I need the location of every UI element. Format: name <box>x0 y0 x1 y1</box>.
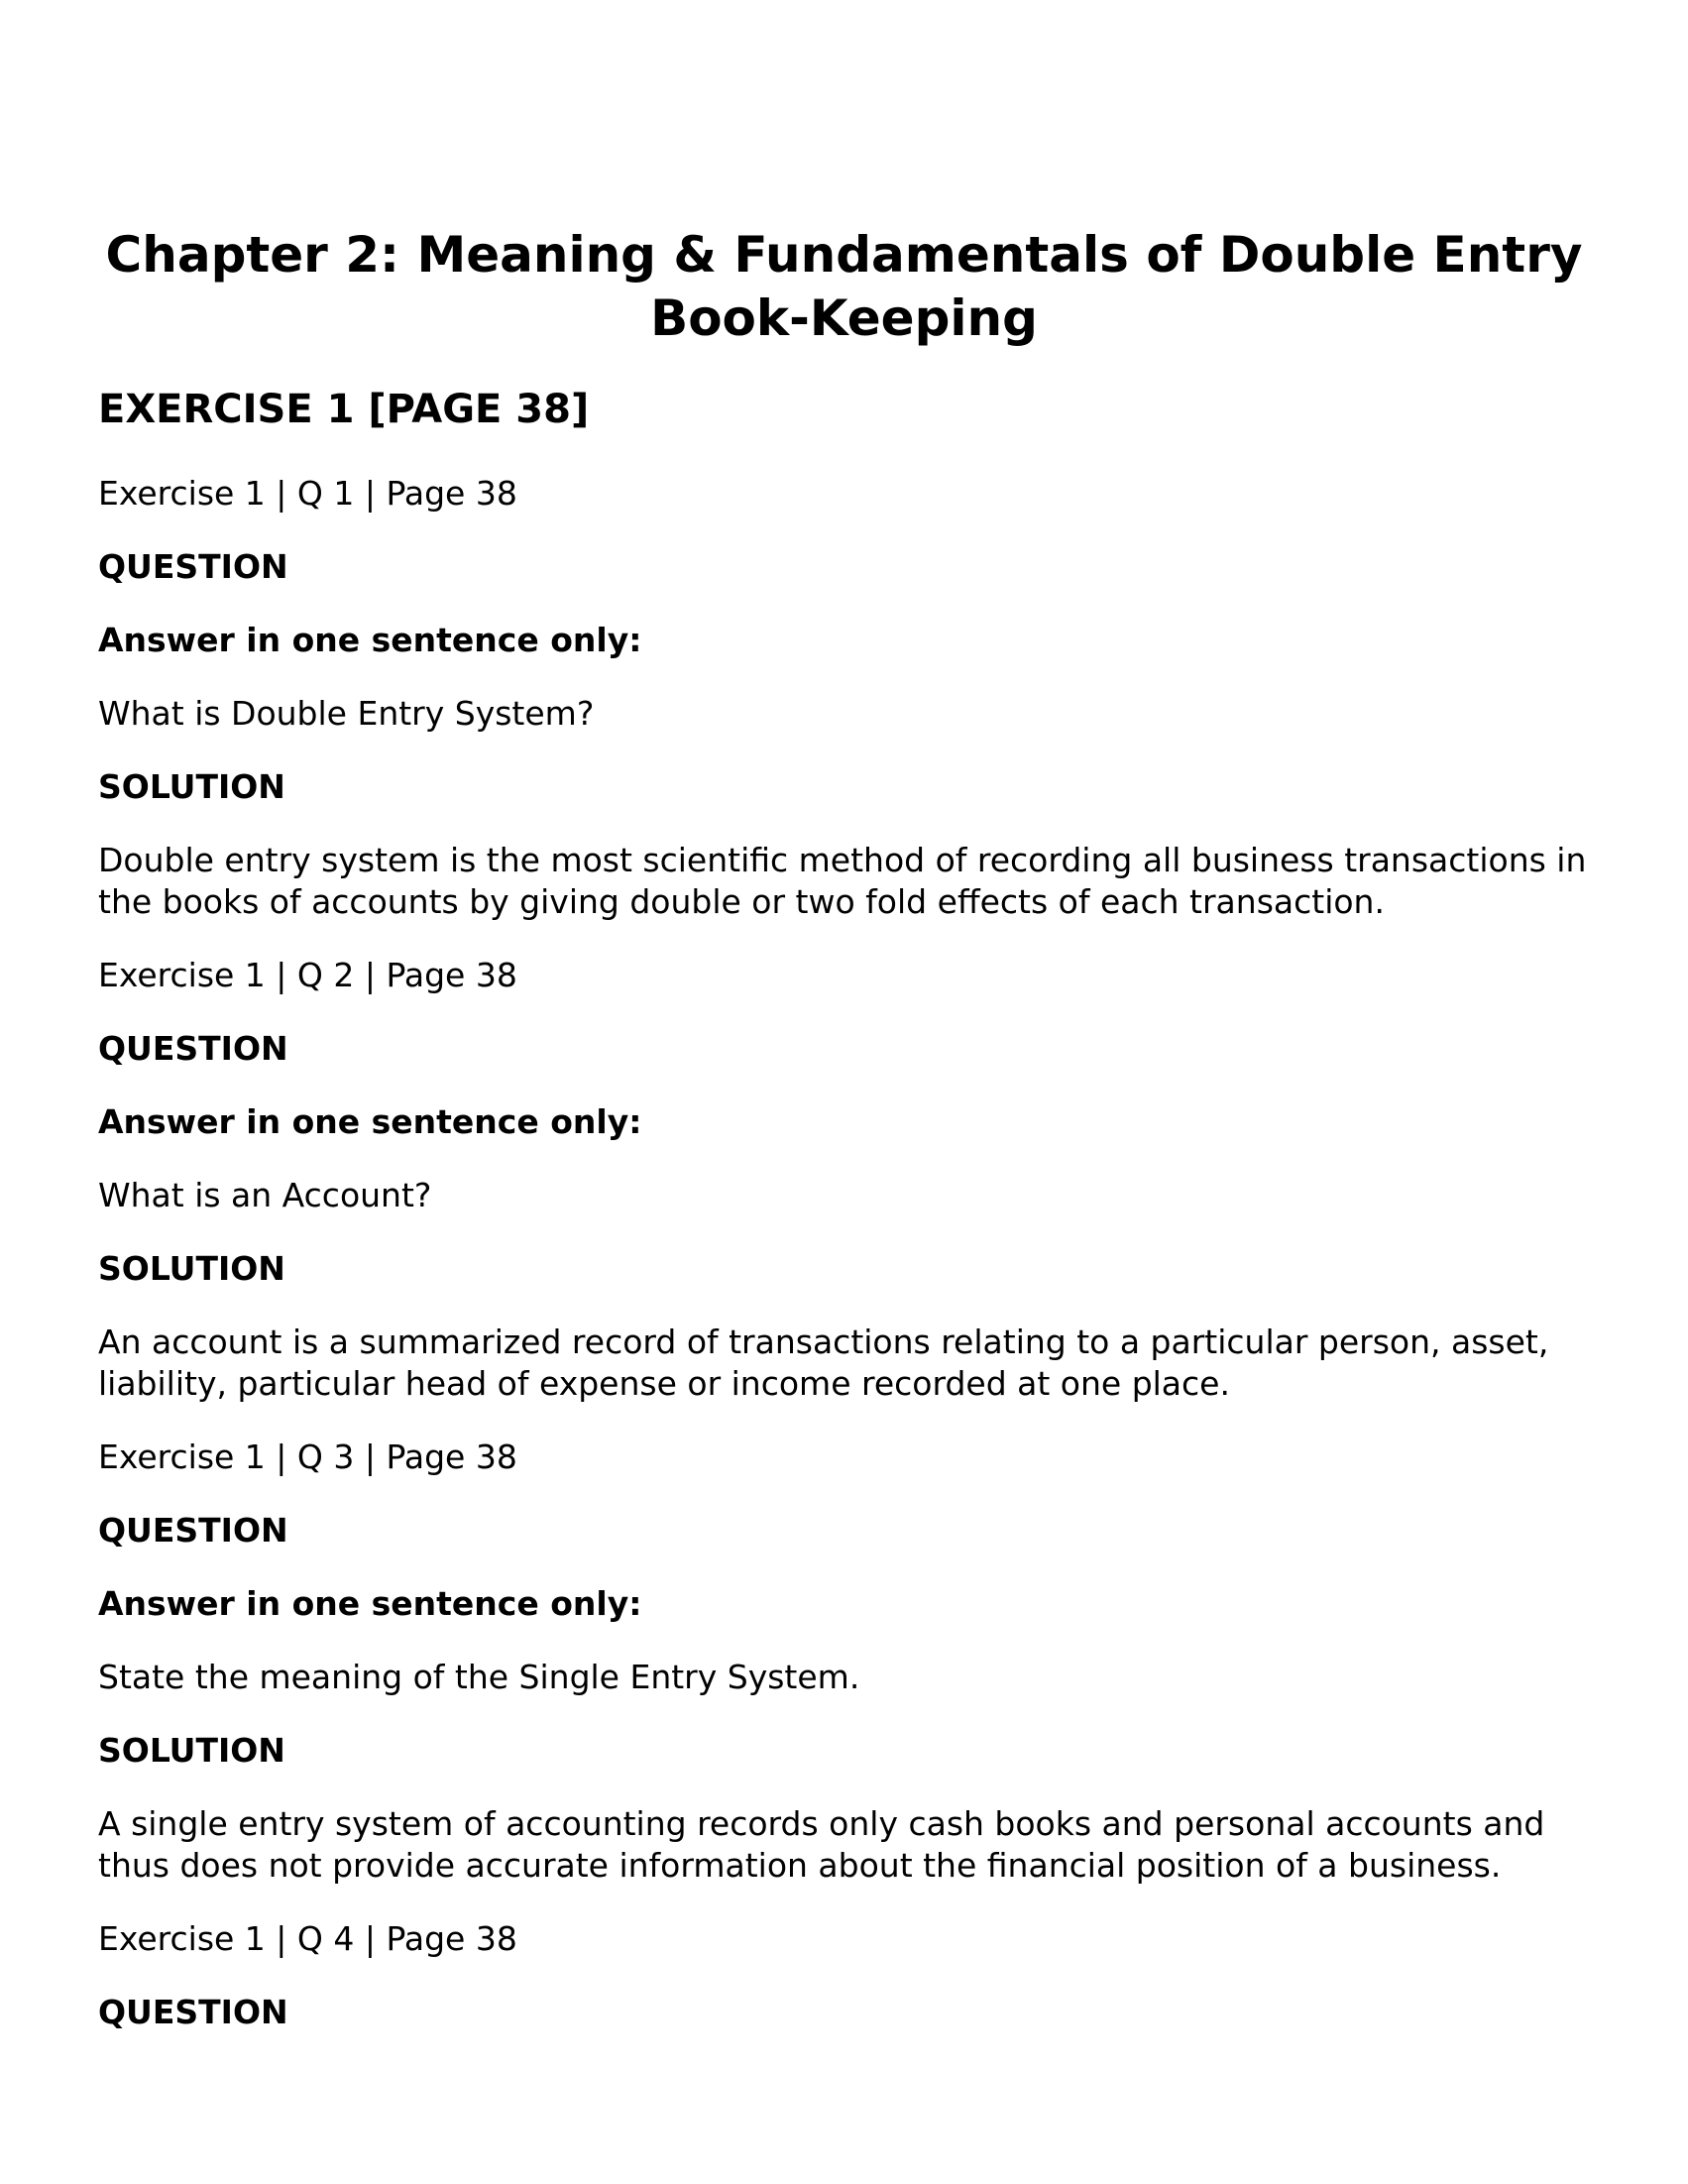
chapter-title-line-2: Book-Keeping <box>650 289 1038 347</box>
solution-line-2: the books of accounts by giving double or two fold effects of each transaction. <box>98 882 1385 921</box>
question-text: State the meaning of the Single Entry System. <box>98 1658 860 1696</box>
exercise-content <box>98 473 1605 2065</box>
question-block-1 <box>98 473 1605 923</box>
solution-label: SOLUTION <box>98 767 285 806</box>
question-label: QUESTION <box>98 1029 288 1068</box>
solution-line-1: An account is a summarized record of transactions relating to a particular person, asset, <box>98 1322 1549 1361</box>
question-block-2 <box>98 955 1605 1405</box>
question-reference: Exercise 1 | Q 3 | Page 38 <box>98 1437 517 1476</box>
solution-line-1: Double entry system is the most scientific method of recording all business transactions in <box>98 841 1587 879</box>
solution-label: SOLUTION <box>98 1731 285 1770</box>
question-text: What is an Account? <box>98 1176 432 1214</box>
chapter-title <box>59 223 1629 350</box>
question-block-3 <box>98 1437 1605 1887</box>
exercise-heading: EXERCISE 1 [PAGE 38] <box>98 387 590 432</box>
solution-line-2: liability, particular head of expense or income recorded at one place. <box>98 1364 1230 1403</box>
question-instruction: Answer in one sentence only: <box>98 621 642 659</box>
question-text: What is Double Entry System? <box>98 694 595 733</box>
question-instruction: Answer in one sentence only: <box>98 1584 642 1623</box>
solution-line-1: A single entry system of accounting records only cash books and personal accounts and <box>98 1804 1545 1843</box>
solution-text <box>98 1322 1605 1405</box>
solution-label: SOLUTION <box>98 1249 285 1288</box>
solution-line-2: thus does not provide accurate information about the financial position of a business. <box>98 1846 1502 1885</box>
solution-text <box>98 1803 1605 1887</box>
question-reference: Exercise 1 | Q 4 | Page 38 <box>98 1919 517 1958</box>
question-instruction: Answer in one sentence only: <box>98 1102 642 1141</box>
chapter-title-line-1: Chapter 2: Meaning & Fundamentals of Double Entry <box>105 226 1583 284</box>
question-label: QUESTION <box>98 1511 288 1550</box>
question-block-4 <box>98 1918 1605 2033</box>
solution-text <box>98 840 1605 923</box>
question-reference: Exercise 1 | Q 2 | Page 38 <box>98 956 517 994</box>
question-label: QUESTION <box>98 547 288 586</box>
question-label: QUESTION <box>98 1993 288 2031</box>
question-reference: Exercise 1 | Q 1 | Page 38 <box>98 474 517 513</box>
